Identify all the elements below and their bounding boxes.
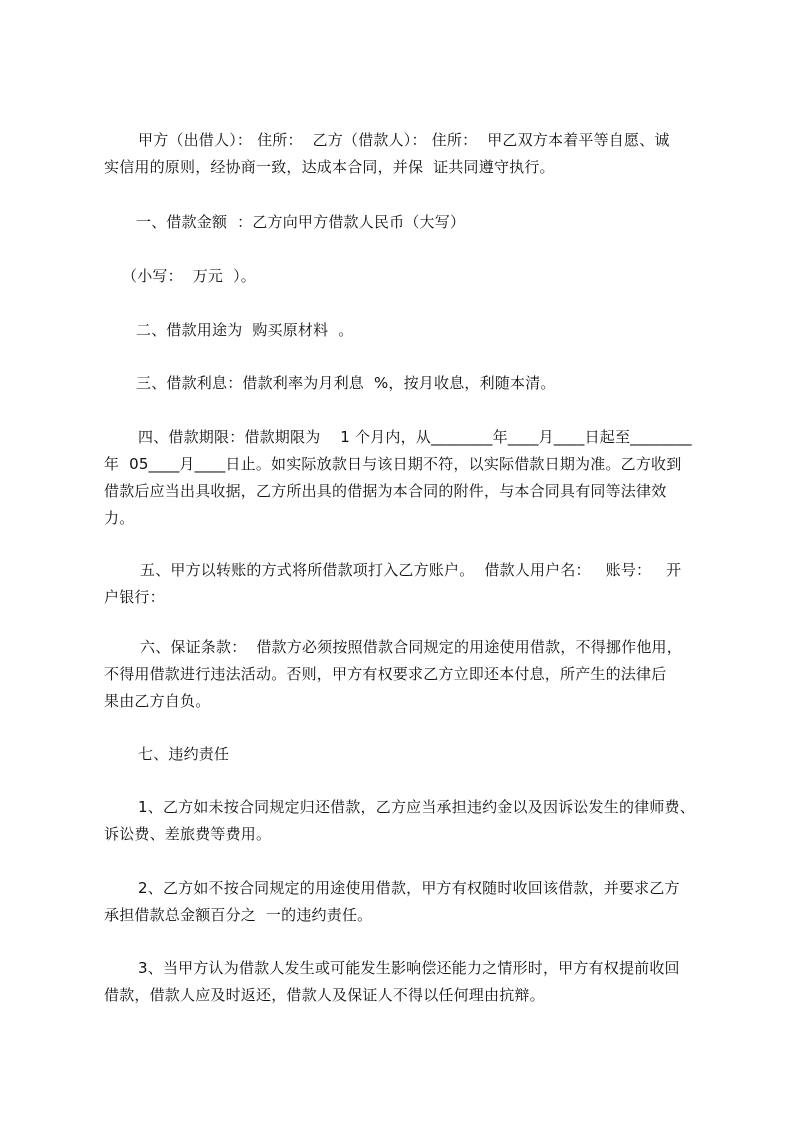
clause-7-item-3-line-1: 3、当甲方认为借款人发生或可能发生影响偿还能力之情形时，甲方有权提前收回 (138, 959, 680, 977)
clause-5-line-2: 户银行： (104, 588, 165, 606)
clause-1-amount: 一、借款金额 ：乙方向甲方借款人民币（大写） (136, 213, 466, 231)
clause-6-line-1: 六、保证条款： 借款方必须按照借款合同规定的用途使用借款，不得挪作他用， (140, 638, 682, 656)
clause-4-line-1: 四、借款期限：借款期限为 1 个月内，从________年____月____日起至________ (138, 428, 692, 446)
clause-7-item-3-line-2: 借款，借款人应及时返还，借款人及保证人不得以任何理由抗辩。 (104, 986, 545, 1004)
clause-4-line-2: 年 05____月____日止。如实际放款日与该日期不符，以实际借款日期为准。乙方收到 (104, 455, 682, 473)
clause-6-line-3: 果由乙方自负。 (104, 692, 211, 710)
clause-4-line-3: 借款后应当出具收据，乙方所出具的借据为本合同的附件，与本合同具有同等法律效 (104, 482, 667, 500)
clause-1-small-amount: （小写： 万元 ）。 (122, 267, 256, 285)
clause-7-title: 七、违约责任 (138, 745, 230, 763)
intro-line-2: 实信用的原则，经协商一致，达成本合同，并保 证共同遵守执行。 (104, 158, 555, 176)
intro-line-1: 甲方（出借人）： 住所： 乙方（借款人）： 住所： 甲乙双方本着平等自愿、诚 (138, 131, 670, 149)
clause-2-purpose: 二、借款用途为 购买原材料 。 (136, 321, 354, 339)
clause-7-item-1-line-2: 诉讼费、差旅费等费用。 (104, 825, 272, 843)
clause-4-line-4: 力。 (104, 509, 135, 527)
clause-3-interest: 三、借款利息：借款利率为月利息 %，按月收息，利随本清。 (136, 374, 556, 392)
clause-7-item-1-line-1: 1、乙方如未按合同规定归还借款，乙方应当承担违约金以及因诉讼发生的律师费、 (138, 798, 695, 816)
clause-5-line-1: 五、甲方以转账的方式将所借款项打入乙方账户。 借款人用户名： 账号： 开 (140, 561, 682, 579)
clause-6-line-2: 不得用借款进行违法活动。否则，甲方有权要求乙方立即还本付息，所产生的法律后 (104, 665, 667, 683)
clause-7-item-2-line-2: 承担借款总金额百分之 一的违约责任。 (104, 906, 373, 924)
clause-7-item-2-line-1: 2、乙方如不按合同规定的用途使用借款，甲方有权随时收回该借款，并要求乙方 (138, 879, 680, 897)
